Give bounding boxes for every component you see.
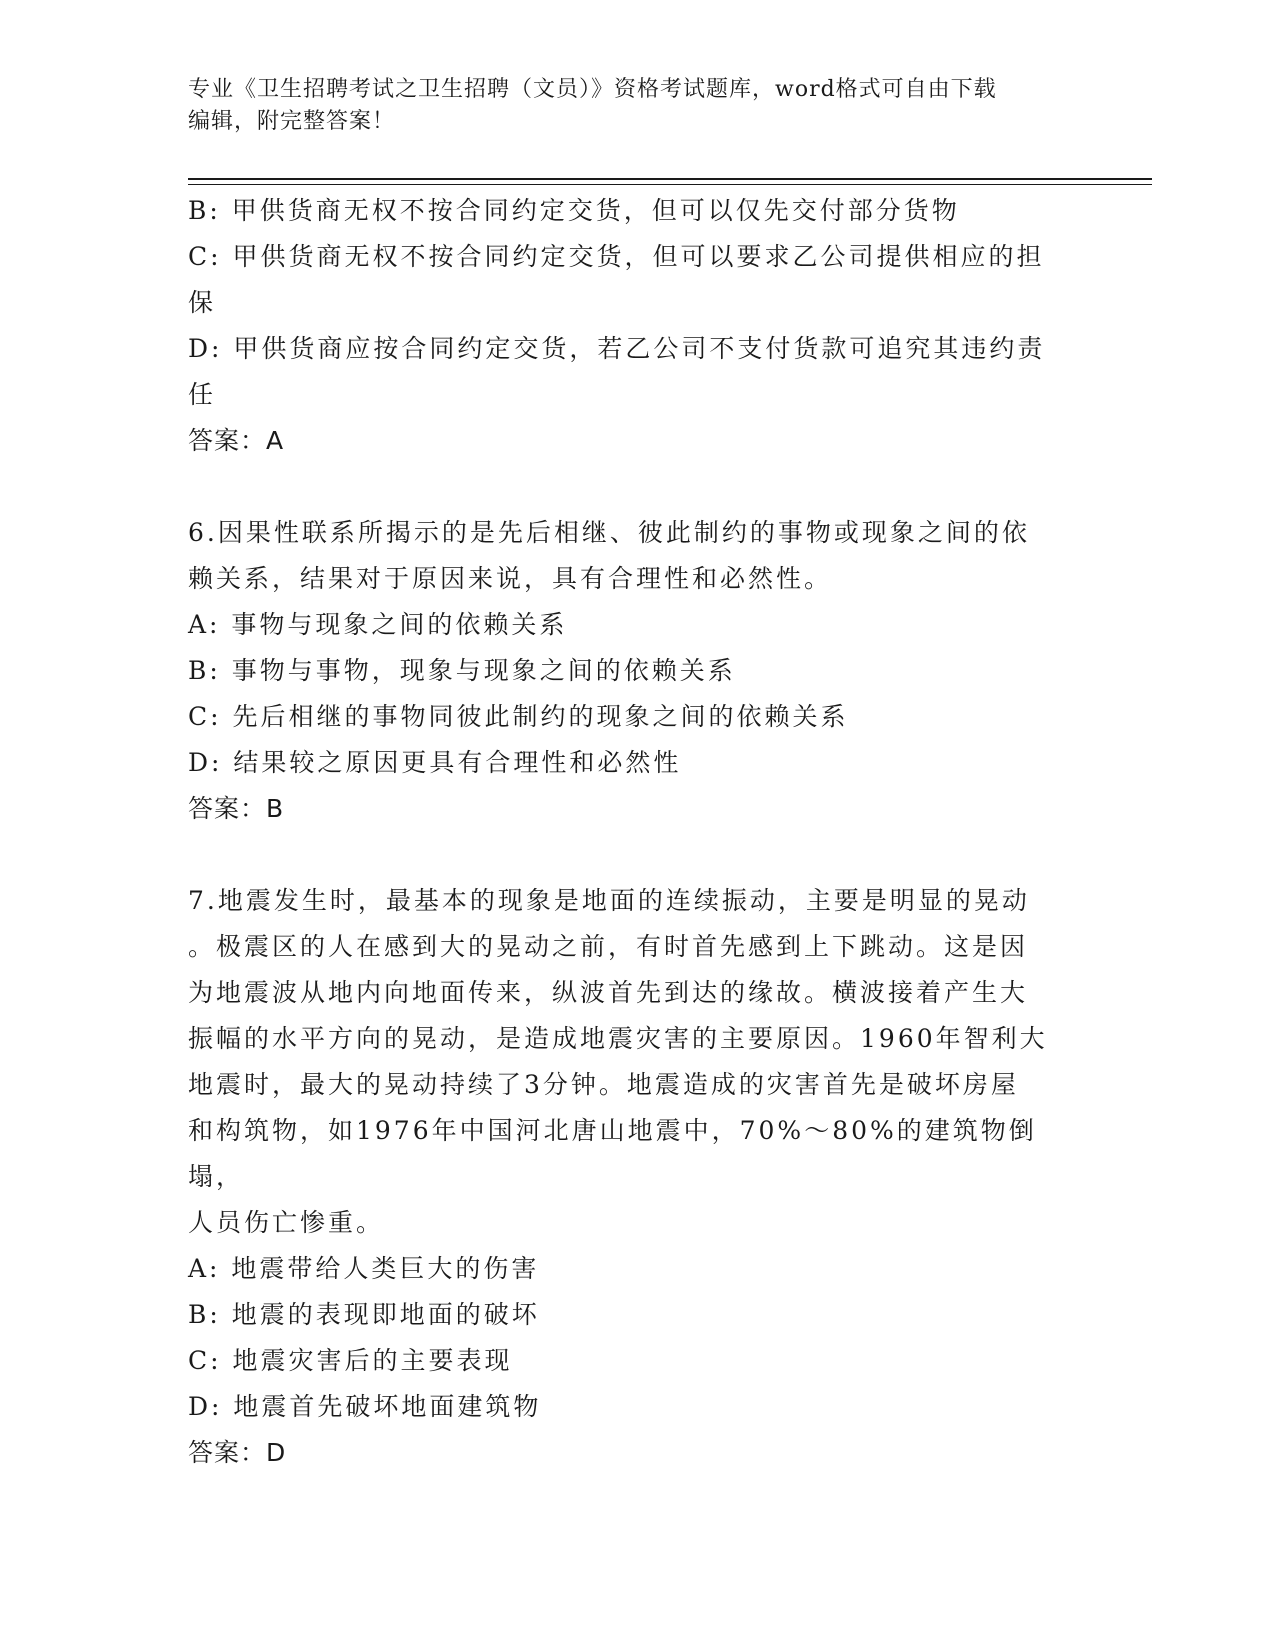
header-line-1: 专业《卫生招聘考试之卫生招聘（文员）》资格考试题库，word格式可自由下载 <box>188 77 997 102</box>
document-header <box>188 74 1088 138</box>
option-c-line-2: 保 <box>188 288 217 317</box>
question-stem-line-1: 7.地震发生时，最基本的现象是地面的连续振动，主要是明显的晃动 <box>188 886 1030 915</box>
question-7 <box>188 878 1088 1476</box>
option-a: A: 事物与现象之间的依赖关系 <box>188 610 568 639</box>
option-a: A: 地震带给人类巨大的伤害 <box>188 1254 540 1283</box>
question-stem-line-2: 。极震区的人在感到大的晃动之前，有时首先感到上下跳动。这是因 <box>188 932 1029 961</box>
option-d: D: 结果较之原因更具有合理性和必然性 <box>188 748 682 777</box>
question-stem-line-3: 为地震波从地内向地面传来，纵波首先到达的缘故。横波接着产生大 <box>188 978 1029 1007</box>
question-stem-line-7: 人员伤亡惨重。 <box>188 1208 385 1237</box>
spacer <box>188 464 1088 510</box>
option-d-line-2: 任 <box>188 380 217 409</box>
question-stem-line-4: 振幅的水平方向的晃动，是造成地震灾害的主要原因。1960年智利大 <box>188 1024 1048 1053</box>
question-6 <box>188 510 1088 832</box>
answer: 答案：D <box>188 1438 287 1467</box>
option-b: B: 甲供货商无权不按合同约定交货，但可以仅先交付部分货物 <box>188 196 960 225</box>
answer: 答案：B <box>188 794 285 823</box>
header-rule-thin <box>188 184 1152 185</box>
option-c: C: 先后相继的事物同彼此制约的现象之间的依赖关系 <box>188 702 849 731</box>
option-b: B: 地震的表现即地面的破坏 <box>188 1300 540 1329</box>
question-stem-line-2: 赖关系，结果对于原因来说，具有合理性和必然性。 <box>188 564 833 593</box>
question-stem-line-6: 和构筑物，如1976年中国河北唐山地震中，70%～80%的建筑物倒塌， <box>188 1116 1037 1191</box>
option-d: D: 地震首先破坏地面建筑物 <box>188 1392 542 1421</box>
option-b: B: 事物与事物，现象与现象之间的依赖关系 <box>188 656 736 685</box>
answer: 答案：A <box>188 426 285 455</box>
option-d-line-1: D: 甲供货商应按合同约定交货，若乙公司不支付货款可追究其违约责 <box>188 334 1046 363</box>
question-stem-line-5: 地震时，最大的晃动持续了3分钟。地震造成的灾害首先是破坏房屋 <box>188 1070 1019 1099</box>
option-c-line-1: C: 甲供货商无权不按合同约定交货，但可以要求乙公司提供相应的担 <box>188 242 1045 271</box>
spacer <box>188 832 1088 878</box>
header-line-2: 编辑，附完整答案！ <box>188 109 396 134</box>
option-c: C: 地震灾害后的主要表现 <box>188 1346 513 1375</box>
question-content <box>188 188 1088 1476</box>
question-stem-line-1: 6.因果性联系所揭示的是先后相继、彼此制约的事物或现象之间的依 <box>188 518 1030 547</box>
header-rule-thick <box>188 178 1152 180</box>
question-5-tail <box>188 188 1088 464</box>
